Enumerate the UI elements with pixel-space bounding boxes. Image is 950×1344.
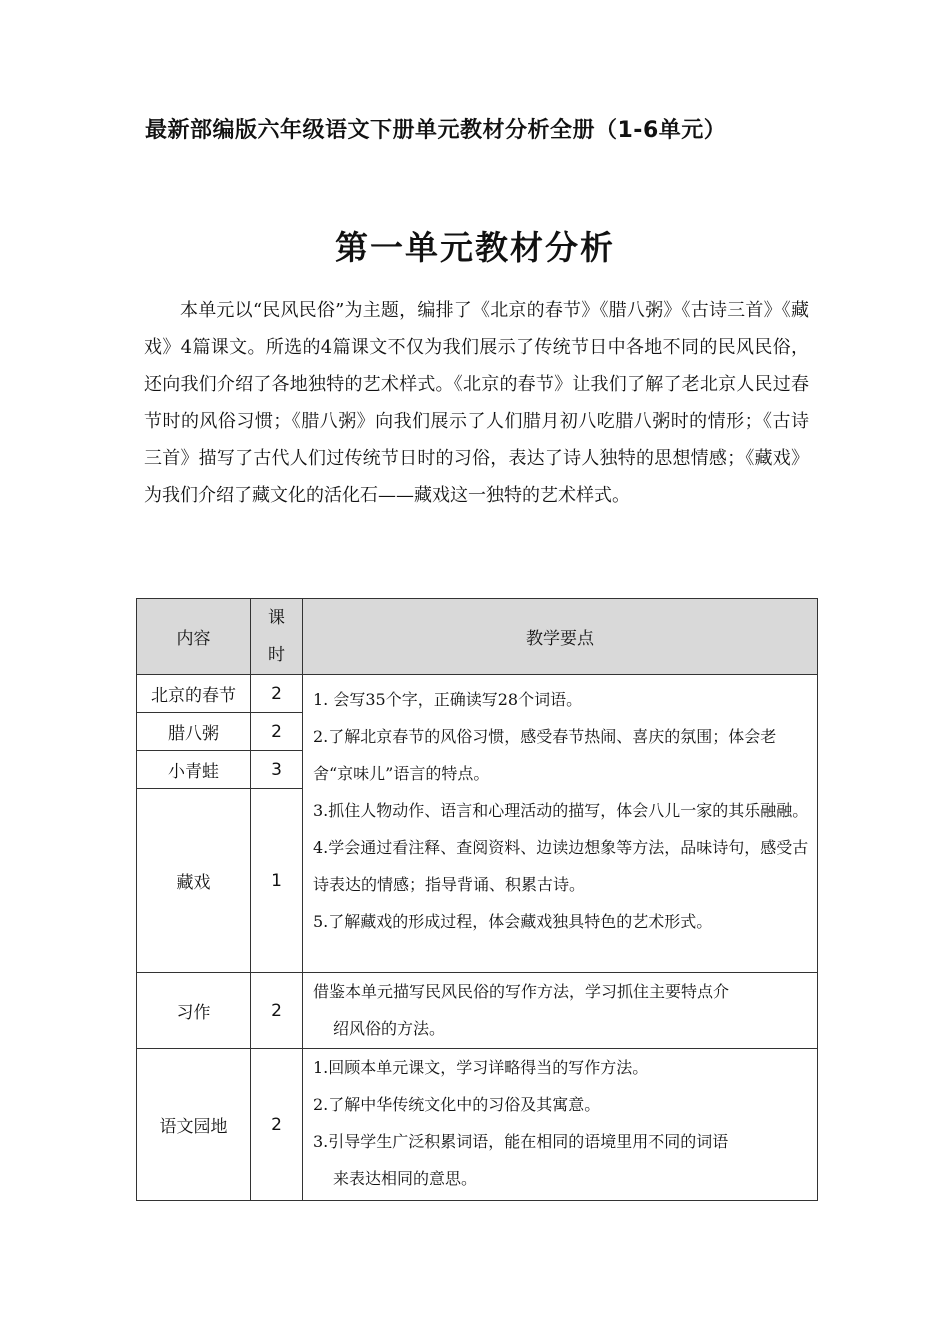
header-hours-line1: 课 xyxy=(268,607,285,628)
point-item: 4.学会通过看注释、查阅资料、边读边想象等方法，品味诗句，感受古诗表达的情感；指导背诵、积累古诗。 xyxy=(313,838,809,894)
intro-paragraph: 本单元以“民风民俗”为主题，编排了《北京的春节》《腊八粥》《古诗三首》《藏戏》4篇课文。所选的4篇课文不仅为我们展示了传统节日中各地不同的民风民俗，还向我们介绍了各地独特的艺术样式。《北京的春节》让我们了解了老北京人民过春节时的风俗习惯；《腊八粥》向我们展示了人们腊月初八吃腊八粥时的情形；《古诗三首》描写了古代人们过传统节日时的习俗，表达了诗人独特的思想情感；《藏戏》为我们介绍了藏文化的活化石——藏戏这一独特的艺术样式。 xyxy=(144,300,809,506)
point-item: 5.了解藏戏的形成过程，体会藏戏独具特色的艺术形式。 xyxy=(313,912,713,931)
lesson-name: 习作 xyxy=(137,973,251,1049)
lesson-hours: 3 xyxy=(251,751,303,789)
point-item: 2.了解北京春节的风俗习惯，感受春节热闹、喜庆的氛围；体会老舍“京味儿”语言的特点。 xyxy=(313,727,777,783)
table-header-row xyxy=(137,599,818,675)
lesson-hours: 2 xyxy=(251,1049,303,1201)
point-item: 3.抓住人物动作、语言和心理活动的描写，体会八儿一家的其乐融融。 xyxy=(313,801,809,820)
writing-points-cell xyxy=(303,973,818,1049)
writing-point-line2: 绍风俗的方法。 xyxy=(333,1019,446,1038)
header-hours-line2: 时 xyxy=(268,644,285,665)
point-item: 1. 会写35个字，正确读写28个词语。 xyxy=(313,690,583,709)
garden-point-line1: 3.引导学生广泛积累词语，能在相同的语境里用不同的词语 xyxy=(313,1132,729,1151)
table-row xyxy=(137,973,818,1049)
header-points: 教学要点 xyxy=(303,599,818,675)
garden-point-line1: 2.了解中华传统文化中的习俗及其寓意。 xyxy=(313,1095,601,1114)
garden-point-line2: 来表达相同的意思。 xyxy=(333,1169,478,1188)
lesson-hours: 1 xyxy=(251,789,303,973)
lesson-hours: 2 xyxy=(251,713,303,751)
lesson-hours: 2 xyxy=(251,973,303,1049)
table-row xyxy=(137,675,818,713)
lesson-points-cell xyxy=(303,675,818,973)
lesson-name: 语文园地 xyxy=(137,1049,251,1201)
lesson-name: 腊八粥 xyxy=(137,713,251,751)
unit-title: 第一单元教材分析 xyxy=(335,228,615,267)
document-title: 最新部编版六年级语文下册单元教材分析全册（1-6单元） xyxy=(145,118,727,143)
lesson-name: 北京的春节 xyxy=(137,675,251,713)
table-row xyxy=(137,1049,818,1201)
lesson-name: 藏戏 xyxy=(137,789,251,973)
writing-point-line1: 借鉴本单元描写民风民俗的写作方法，学习抓住主要特点介 xyxy=(313,982,730,1001)
lesson-hours: 2 xyxy=(251,675,303,713)
header-hours xyxy=(251,599,303,675)
garden-points-cell xyxy=(303,1049,818,1201)
garden-point-line1: 1.回顾本单元课文，学习详略得当的写作方法。 xyxy=(313,1058,649,1077)
teaching-points-table xyxy=(136,598,818,1201)
lesson-name: 小青蛙 xyxy=(137,751,251,789)
header-content: 内容 xyxy=(137,599,251,675)
